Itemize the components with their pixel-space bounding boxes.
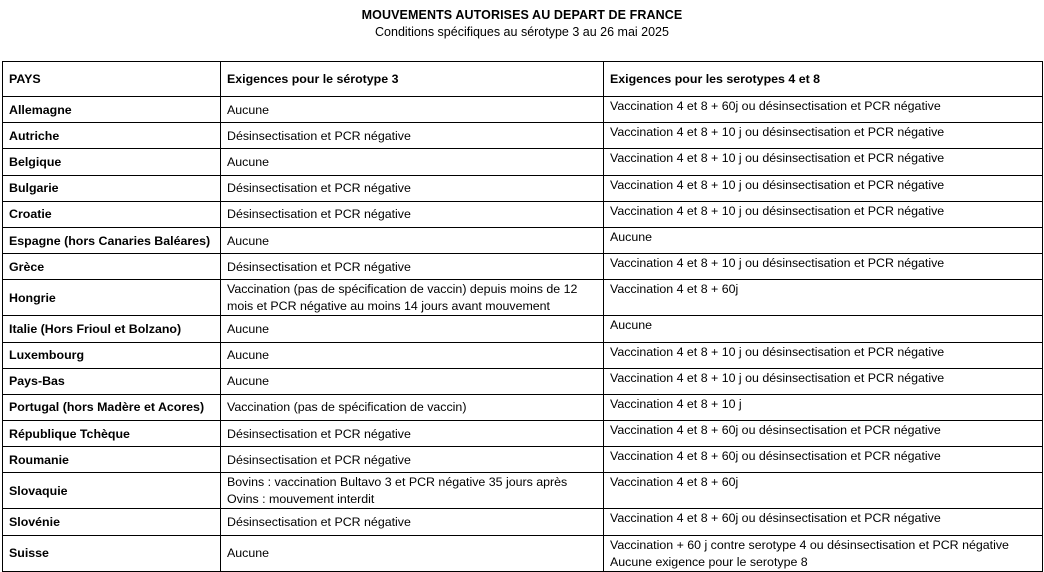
cell-serotype-3-line: Aucune bbox=[227, 374, 270, 389]
cell-pays: Luxembourg bbox=[3, 342, 221, 368]
table-row bbox=[3, 368, 1043, 394]
table-row bbox=[3, 97, 1043, 123]
table-row bbox=[3, 123, 1043, 149]
cell-serotype-3-line: Vaccination (pas de spécification de vaccin) bbox=[227, 400, 467, 415]
table-row bbox=[3, 394, 1043, 420]
cell-serotype-3 bbox=[221, 254, 604, 280]
cell-serotypes-4-8-line: Vaccination 4 et 8 + 60j ou désinsectisation et PCR négative bbox=[610, 423, 941, 438]
cell-serotype-3 bbox=[221, 175, 604, 201]
cell-pays: Roumanie bbox=[3, 447, 221, 473]
cell-serotype-3-line: Aucune bbox=[227, 321, 270, 336]
cell-pays: République Tchèque bbox=[3, 421, 221, 447]
table-row bbox=[3, 421, 1043, 447]
table-row bbox=[3, 254, 1043, 280]
table-row bbox=[3, 535, 1043, 571]
cell-serotypes-4-8 bbox=[604, 509, 1043, 535]
cell-serotype-3 bbox=[221, 97, 604, 123]
table-row bbox=[3, 473, 1043, 509]
document-title: MOUVEMENTS AUTORISES AU DEPART DE FRANCE bbox=[361, 8, 683, 22]
cell-serotypes-4-8-line: Vaccination 4 et 8 + 60j bbox=[610, 475, 739, 490]
cell-serotype-3 bbox=[221, 509, 604, 535]
table-row bbox=[3, 149, 1043, 175]
cell-serotypes-4-8-line: Vaccination 4 et 8 + 10 j ou désinsectisation et PCR négative bbox=[610, 125, 945, 140]
cell-pays: Autriche bbox=[3, 123, 221, 149]
cell-pays: Slovénie bbox=[3, 509, 221, 535]
column-header-pays: PAYS bbox=[3, 62, 221, 97]
cell-serotype-3-line: mois et PCR négative au moins 14 jours avant mouvement bbox=[227, 299, 551, 314]
cell-serotypes-4-8 bbox=[604, 97, 1043, 123]
table-body bbox=[3, 97, 1043, 572]
cell-serotype-3 bbox=[221, 123, 604, 149]
cell-serotype-3 bbox=[221, 473, 604, 509]
cell-serotype-3-line: Aucune bbox=[227, 102, 270, 117]
cell-serotypes-4-8-line: Vaccination 4 et 8 + 10 j ou désinsectisation et PCR négative bbox=[610, 203, 945, 218]
cell-pays: Espagne (hors Canaries Baléares) bbox=[3, 227, 221, 253]
cell-serotype-3 bbox=[221, 447, 604, 473]
cell-serotypes-4-8 bbox=[604, 254, 1043, 280]
cell-serotypes-4-8 bbox=[604, 447, 1043, 473]
cell-serotypes-4-8 bbox=[604, 175, 1043, 201]
cell-serotypes-4-8-line: Vaccination 4 et 8 + 60j ou désinsectisation et PCR négative bbox=[610, 511, 941, 526]
cell-serotypes-4-8-line: Vaccination 4 et 8 + 10 j ou désinsectisation et PCR négative bbox=[610, 256, 945, 271]
cell-pays: Hongrie bbox=[3, 280, 221, 316]
cell-serotype-3-line: Vaccination (pas de spécification de vaccin) depuis moins de 12 bbox=[227, 282, 578, 297]
cell-serotype-3 bbox=[221, 280, 604, 316]
cell-serotypes-4-8-line: Vaccination 4 et 8 + 60j ou désinsectisation et PCR négative bbox=[610, 99, 941, 113]
column-header-serotype-3: Exigences pour le sérotype 3 bbox=[221, 62, 604, 97]
table-row bbox=[3, 175, 1043, 201]
cell-serotypes-4-8 bbox=[604, 421, 1043, 447]
cell-serotype-3-line: Bovins : vaccination Bultavo 3 et PCR négative 35 jours après bbox=[227, 475, 568, 490]
cell-serotypes-4-8 bbox=[604, 535, 1043, 571]
cell-serotypes-4-8-line: Aucune exigence pour le serotype 8 bbox=[610, 554, 808, 569]
cell-serotype-3-line: Aucune bbox=[227, 546, 270, 561]
cell-serotypes-4-8 bbox=[604, 394, 1043, 420]
table-row bbox=[3, 447, 1043, 473]
cell-pays: Slovaquie bbox=[3, 473, 221, 509]
cell-serotype-3-line: Désinsectisation et PCR négative bbox=[227, 515, 411, 530]
cell-serotypes-4-8-line: Aucune bbox=[610, 229, 653, 244]
cell-serotype-3 bbox=[221, 535, 604, 571]
table-row bbox=[3, 280, 1043, 316]
cell-pays: Suisse bbox=[3, 535, 221, 571]
cell-pays: Grèce bbox=[3, 254, 221, 280]
cell-serotypes-4-8-line: Vaccination 4 et 8 + 10 j ou désinsectisation et PCR négative bbox=[610, 370, 945, 385]
cell-serotype-3-line: Désinsectisation et PCR négative bbox=[227, 259, 411, 274]
cell-serotypes-4-8-line: Vaccination 4 et 8 + 10 j ou désinsectisation et PCR négative bbox=[610, 177, 945, 192]
cell-serotypes-4-8 bbox=[604, 316, 1043, 342]
cell-pays: Bulgarie bbox=[3, 175, 221, 201]
cell-serotypes-4-8 bbox=[604, 368, 1043, 394]
cell-serotype-3 bbox=[221, 421, 604, 447]
cell-serotype-3 bbox=[221, 368, 604, 394]
cell-pays: Pays-Bas bbox=[3, 368, 221, 394]
cell-serotypes-4-8-line: Vaccination 4 et 8 + 60j bbox=[610, 282, 739, 297]
table-row bbox=[3, 342, 1043, 368]
table-row bbox=[3, 201, 1043, 227]
cell-serotypes-4-8 bbox=[604, 342, 1043, 368]
cell-serotype-3-line: Désinsectisation et PCR négative bbox=[227, 452, 411, 467]
requirements-table bbox=[2, 61, 1043, 572]
cell-serotypes-4-8-line: Vaccination 4 et 8 + 10 j ou désinsectisation et PCR négative bbox=[610, 151, 945, 166]
cell-serotype-3 bbox=[221, 394, 604, 420]
cell-serotype-3-line: Désinsectisation et PCR négative bbox=[227, 426, 411, 441]
cell-serotypes-4-8 bbox=[604, 280, 1043, 316]
cell-serotype-3-line: Désinsectisation et PCR négative bbox=[227, 181, 411, 196]
cell-serotype-3-line: Ovins : mouvement interdit bbox=[227, 492, 375, 507]
cell-serotypes-4-8 bbox=[604, 123, 1043, 149]
cell-serotype-3 bbox=[221, 149, 604, 175]
cell-serotype-3 bbox=[221, 342, 604, 368]
cell-serotype-3-line: Désinsectisation et PCR négative bbox=[227, 128, 411, 143]
cell-pays: Croatie bbox=[3, 201, 221, 227]
cell-serotypes-4-8 bbox=[604, 473, 1043, 509]
table-row bbox=[3, 509, 1043, 535]
cell-serotypes-4-8-line: Vaccination + 60 j contre serotype 4 ou désinsectisation et PCR négative bbox=[610, 537, 1009, 552]
table-header-row bbox=[3, 62, 1043, 97]
cell-pays: Italie (Hors Frioul et Bolzano) bbox=[3, 316, 221, 342]
cell-serotype-3-line: Aucune bbox=[227, 348, 270, 363]
cell-serotype-3 bbox=[221, 201, 604, 227]
cell-pays: Allemagne bbox=[3, 97, 221, 123]
document-subtitle: Conditions spécifiques au sérotype 3 au 26 mai 2025 bbox=[375, 25, 669, 39]
cell-serotype-3-line: Aucune bbox=[227, 233, 270, 248]
cell-serotypes-4-8-line: Vaccination 4 et 8 + 10 j ou désinsectisation et PCR négative bbox=[610, 344, 945, 359]
cell-serotype-3-line: Aucune bbox=[227, 154, 270, 169]
cell-serotypes-4-8 bbox=[604, 227, 1043, 253]
column-header-serotypes-4-8: Exigences pour les serotypes 4 et 8 bbox=[604, 62, 1043, 97]
table-row bbox=[3, 227, 1043, 253]
table-row bbox=[3, 316, 1043, 342]
cell-pays: Belgique bbox=[3, 149, 221, 175]
cell-serotypes-4-8-line: Vaccination 4 et 8 + 60j ou désinsectisation et PCR négative bbox=[610, 449, 941, 464]
cell-serotypes-4-8 bbox=[604, 201, 1043, 227]
cell-serotypes-4-8-line: Vaccination 4 et 8 + 10 j bbox=[610, 396, 742, 411]
cell-serotype-3 bbox=[221, 227, 604, 253]
cell-pays: Portugal (hors Madère et Acores) bbox=[3, 394, 221, 420]
cell-serotypes-4-8-line: Aucune bbox=[610, 318, 653, 333]
cell-serotype-3-line: Désinsectisation et PCR négative bbox=[227, 207, 411, 222]
cell-serotype-3 bbox=[221, 316, 604, 342]
cell-serotypes-4-8 bbox=[604, 149, 1043, 175]
